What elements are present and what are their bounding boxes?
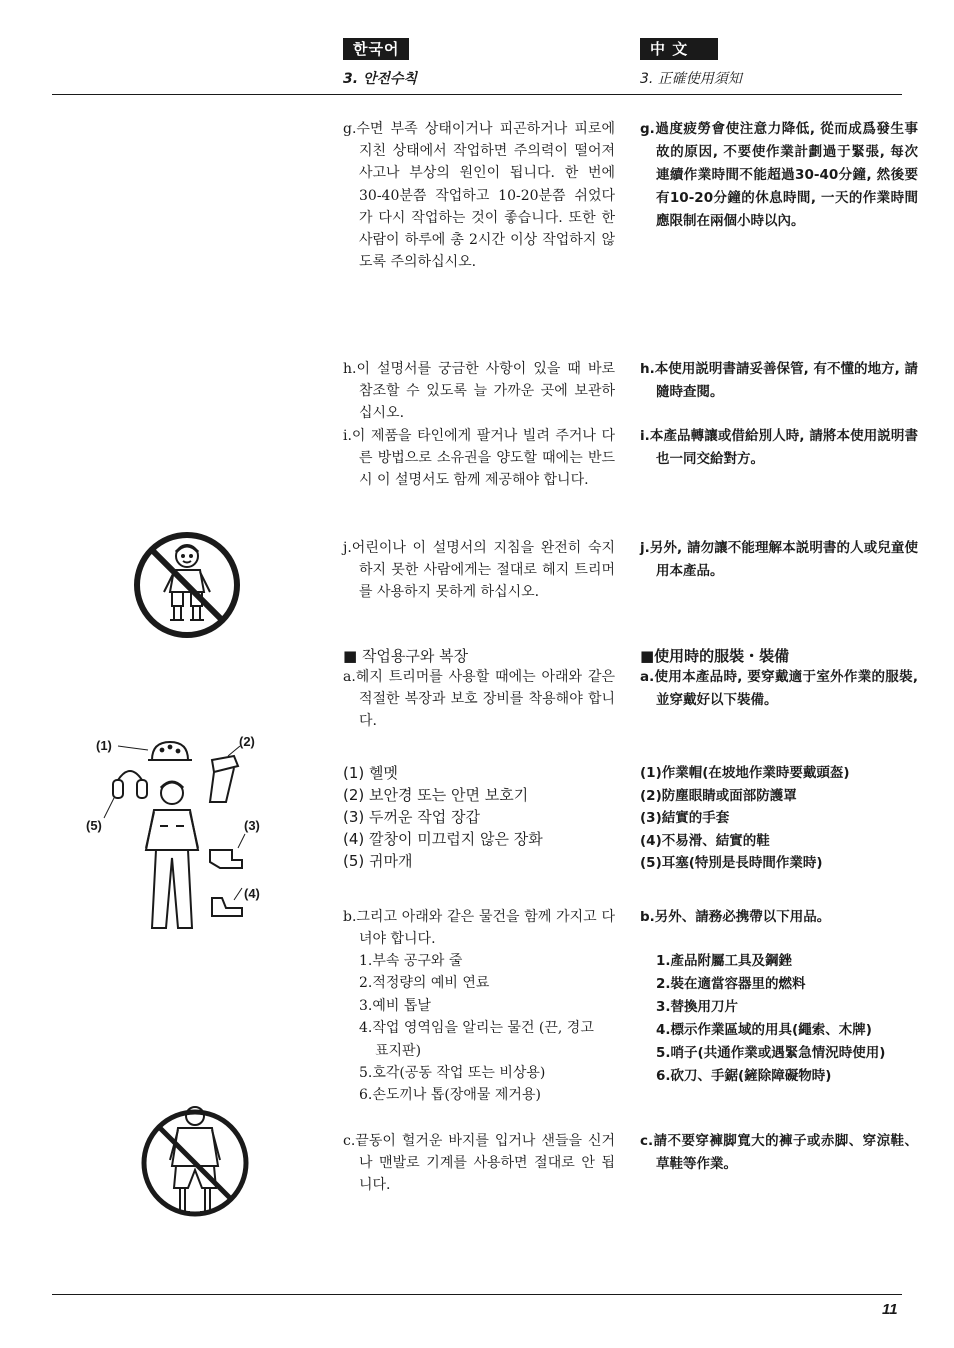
zh-carry-item: 4.標示作業區域的用具(繩索、木牌) [656, 1022, 872, 1038]
zh-carry-item: 1.產品附屬工具及鋼銼 [656, 953, 793, 969]
ko-item-g: g.수면 부족 상태이거나 피곤하거나 피로에 지친 상태에서 작업하면 주의력이 떨어져 사고나 부상의 원인이 됩니다. 한 번에 30-40분쯤 작업하고 10-20분쯤 쉬었다가 다시 작업하는 것이 좋습니다. 또한 한 사람이 하루에 총 2시간 이상 작업하지 않도록 주의하십시오. [343, 121, 615, 271]
ko-carry-item: 3.예비 톱날 [359, 997, 431, 1014]
zh-carry-item: 2.裝在適當容器里的燃料 [656, 976, 806, 992]
callout-helmet: (1) [96, 738, 112, 753]
zh-equipment-heading: ■使用時的服裝・裝備 [640, 647, 790, 665]
zh-equipment-item: (5)耳塞(特別是長時間作業時) [640, 855, 823, 871]
ko-equipment-item: (2) 보안경 또는 안면 보호기 [343, 786, 529, 804]
zh-equipment-item: (3)結實的手套 [640, 810, 730, 826]
zh-equipment-list [640, 762, 850, 875]
worker-equipment-illustration [100, 730, 270, 945]
zh-item-i: i.本產品轉讓或借給別人時, 請將本使用説明書也一同交給對方。 [640, 428, 918, 467]
no-children-prohibition-icon [132, 530, 242, 640]
ko-item-i: i.이 제품을 타인에게 팔거나 빌려 주거나 다른 방법으로 소유권을 양도할 때에는 반드시 이 설명서도 함께 제공해야 합니다. [343, 428, 615, 489]
zh-item-j: j.另外, 請勿讓不能理解本説明書的人或兒童使用本產品。 [640, 540, 918, 579]
ko-carry-item: 4.작업 영역임을 알리는 물건 (끈, 경고 표지판) [359, 1020, 594, 1059]
header-rule [52, 94, 902, 95]
ko-carry-item: 2.적정량의 예비 연료 [359, 975, 490, 992]
ko-item-h: h.이 설명서를 궁금한 사항이 있을 때 바로 참조할 수 있도록 늘 가까운 곳에 보관하십시오. [343, 361, 615, 422]
ko-equipment-item: (4) 깔창이 미끄럽지 않은 장화 [343, 830, 543, 848]
ko-carry-item: 6.손도끼나 톱(장애물 제거용) [359, 1087, 541, 1104]
footer-rule [52, 1294, 902, 1295]
zh-carry-list [656, 950, 904, 1088]
chinese-language-tag: 中 文 [640, 38, 718, 60]
callout-boots: (4) [244, 886, 260, 901]
ko-carry-list [359, 950, 599, 1107]
zh-carry-item: 5.哨子(共通作業或遇緊急情況時使用) [656, 1045, 886, 1061]
page-number: 11 [882, 1301, 898, 1318]
korean-language-tag: 한국어 [343, 38, 409, 60]
zh-item-a: a.使用本產品時, 要穿戴適于室外作業的服裝, 並穿戴好以下裝備。 [640, 669, 918, 708]
zh-equipment-item: (1)作業帽(在坡地作業時要戴頭盔) [640, 765, 850, 781]
zh-equipment-item: (2)防塵眼睛或面部防護罩 [640, 787, 797, 804]
ko-carry-item: 1.부속 공구와 줄 [359, 953, 463, 969]
ko-item-j: j.어린이나 이 설명서의 지침을 완전히 숙지하지 못한 사람에게는 절대로 헤지 트리머를 사용하지 못하게 하십시오. [343, 540, 615, 601]
ko-item-b: b.그리고 아래와 같은 물건을 함께 가지고 다녀야 합니다. [343, 909, 615, 948]
face-shield-icon [210, 756, 238, 802]
zh-item-c: c.請不要穿褲脚寬大的褲子或赤脚、穿涼鞋、草鞋等作業。 [640, 1133, 918, 1172]
zh-equipment-item: (4)不易滑、結實的鞋 [640, 832, 770, 849]
ko-equipment-item: (1) 헬멧 [343, 764, 398, 782]
ko-carry-item: 5.호각(공동 작업 또는 비상용) [359, 1065, 546, 1082]
callout-face-shield: (2) [239, 734, 255, 749]
zh-carry-item: 3.替換用刀片 [656, 999, 739, 1015]
boots-icon [212, 898, 242, 916]
zh-item-g: g.過度疲勞會使注意力降低, 從而成爲發生事故的原因, 不要使作業計劃過于緊張, 每次連續作業時間不能超過30-40分鐘, 然後要有10-20分鐘的休息時間, 一天的作業時間應限制在兩個小時以內。 [640, 121, 918, 229]
zh-item-h: h.本使用説明書請妥善保管, 有不懂的地方, 請隨時查閱。 [640, 361, 918, 400]
zh-item-b: b.另外、請務必携帶以下用品。 [640, 909, 831, 925]
ko-equipment-item: (5) 귀마개 [343, 852, 413, 870]
ko-equipment-list [343, 762, 543, 872]
zh-carry-item: 6.砍刀、手鋸(鏟除障礙物時) [656, 1068, 832, 1084]
chinese-section-title: 3. 正確使用須知 [640, 71, 742, 87]
work-gloves-icon [210, 850, 242, 868]
korean-section-title: 3. 안전수칙 [343, 71, 418, 87]
ko-item-a: a.헤지 트리머를 사용할 때에는 아래와 같은 적절한 복장과 보호 장비를 착용해야 합니다. [343, 669, 615, 730]
ear-muffs-icon [118, 771, 142, 780]
ko-item-c: c.끝동이 헐거운 바지를 입거나 샌들을 신거나 맨발로 기계를 사용하면 절대로 안 됩니다. [343, 1133, 615, 1194]
ko-equipment-item: (3) 두꺼운 작업 장갑 [343, 808, 480, 826]
callout-gloves: (3) [244, 818, 260, 833]
no-improper-clothing-prohibition-icon [140, 1100, 250, 1220]
callout-ear-muffs: (5) [86, 818, 102, 833]
ko-equipment-heading: ■ 작업용구와 복장 [343, 647, 469, 665]
